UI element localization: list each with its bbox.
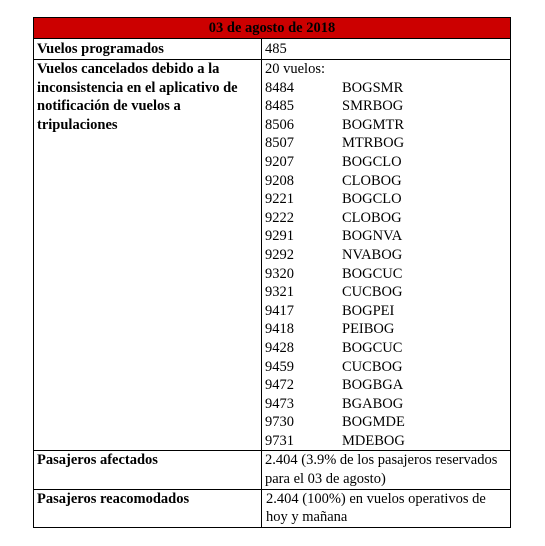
flight-item	[265, 302, 507, 321]
flight-item	[265, 376, 507, 395]
flight-route: CLOBOG	[342, 209, 402, 226]
flight-route: BOGMDE	[342, 414, 405, 431]
flight-number: 9418	[265, 321, 294, 338]
flight-item	[265, 395, 507, 414]
flight-item	[265, 97, 507, 116]
flight-number: 9472	[265, 377, 294, 394]
flight-number: 9292	[265, 246, 294, 263]
flight-item	[265, 134, 507, 153]
flight-item	[265, 283, 507, 302]
flight-item	[265, 153, 507, 172]
flight-route: PEIBOG	[342, 321, 395, 338]
scheduled-row	[34, 39, 511, 60]
scheduled-label: Vuelos programados	[34, 39, 262, 60]
flight-route: BOGSMR	[342, 79, 404, 96]
flight-item	[265, 227, 507, 246]
flight-item	[265, 209, 507, 228]
flight-number: 9291	[265, 228, 294, 245]
flight-route: BOGCUC	[342, 265, 403, 282]
flight-item	[265, 358, 507, 377]
flight-number: 9730	[265, 414, 294, 431]
flight-route: SMRBOG	[342, 98, 404, 115]
flight-number: 9320	[265, 265, 294, 282]
flight-number: 9459	[265, 358, 294, 375]
flight-item	[265, 79, 507, 98]
header-row	[34, 18, 511, 39]
flight-number: 9473	[265, 395, 294, 412]
flight-route: BOGCUC	[342, 339, 403, 356]
flight-route: BGABOG	[342, 395, 404, 412]
flight-disruption-table	[33, 17, 511, 528]
rebooked-row	[34, 489, 511, 527]
flight-route: CLOBOG	[342, 172, 402, 189]
flight-list	[265, 79, 507, 451]
flight-route: MDEBOG	[342, 432, 405, 449]
flight-number: 8484	[265, 79, 294, 96]
flight-number: 9321	[265, 284, 294, 301]
date-header: 03 de agosto de 2018	[34, 18, 511, 39]
flight-route: BOGBGA	[342, 377, 404, 394]
flight-route: BOGNVA	[342, 228, 403, 245]
flight-number: 8485	[265, 98, 294, 115]
flight-number: 9417	[265, 302, 294, 319]
flight-number: 9222	[265, 209, 294, 226]
flight-item	[265, 190, 507, 209]
flight-item	[265, 413, 507, 432]
affected-value: 2.404 (3.9% de los pasajeros reservados para el 03 de agosto)	[262, 451, 511, 489]
flight-route: BOGCLO	[342, 153, 402, 170]
rebooked-value: 2.404 (100%) en vuelos operativos de hoy y mañana	[262, 489, 511, 527]
cancelled-label: Vuelos cancelados debido a la inconsistencia en el aplicativo de notificación de vuelos a tripulaciones	[34, 60, 262, 451]
flight-item	[265, 432, 507, 451]
affected-row	[34, 451, 511, 489]
flight-item	[265, 172, 507, 191]
cancelled-row	[34, 60, 511, 451]
scheduled-value: 485	[262, 39, 511, 60]
cancelled-value	[262, 60, 511, 451]
affected-label: Pasajeros afectados	[34, 451, 262, 489]
flight-route: MTRBOG	[342, 135, 405, 152]
flight-item	[265, 116, 507, 135]
flight-item	[265, 246, 507, 265]
flight-number: 9731	[265, 432, 294, 449]
flight-number: 9208	[265, 172, 294, 189]
flight-route: CUCBOG	[342, 284, 403, 301]
flight-number: 9221	[265, 191, 294, 208]
cancelled-count: 20 vuelos:	[265, 61, 326, 77]
flight-number: 9207	[265, 153, 294, 170]
rebooked-label: Pasajeros reacomodados	[34, 489, 262, 527]
flight-item	[265, 339, 507, 358]
flight-route: NVABOG	[342, 246, 403, 263]
flight-route: BOGCLO	[342, 191, 402, 208]
flight-route: BOGMTR	[342, 116, 405, 133]
flight-number: 8506	[265, 116, 294, 133]
flight-item	[265, 320, 507, 339]
flight-number: 8507	[265, 135, 294, 152]
flight-route: CUCBOG	[342, 358, 403, 375]
flight-route: BOGPEI	[342, 302, 395, 319]
flight-number: 9428	[265, 339, 294, 356]
flight-item	[265, 265, 507, 284]
